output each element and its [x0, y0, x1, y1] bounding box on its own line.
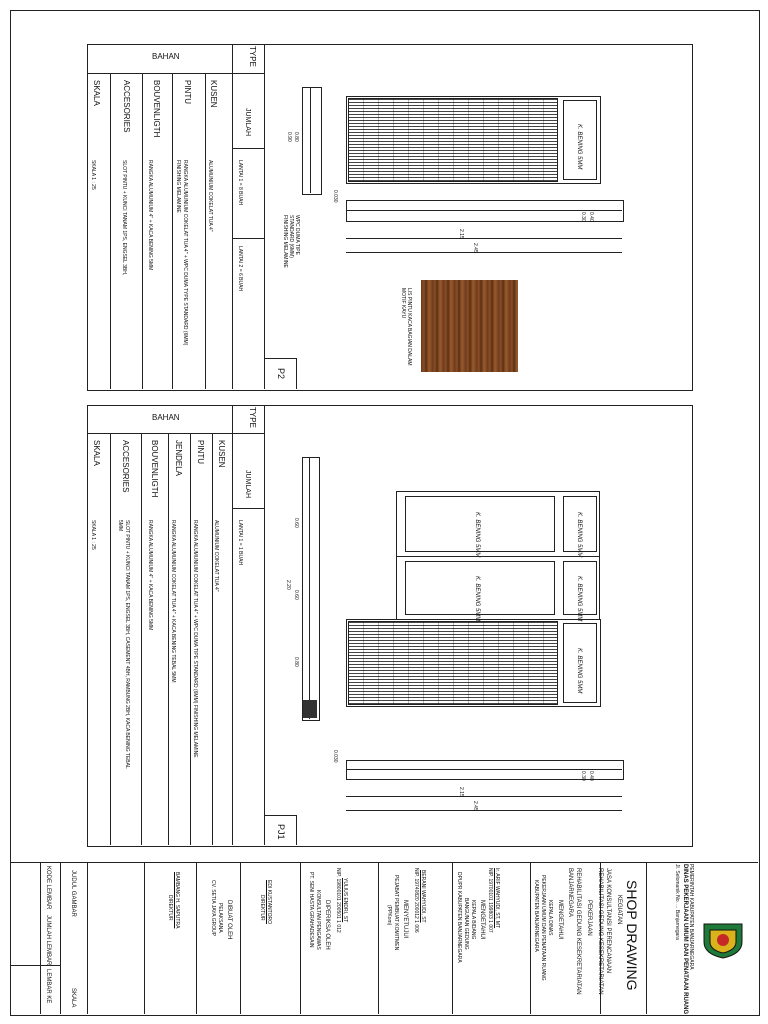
sheet-title: SHOP DRAWING [624, 880, 640, 991]
pj1-dim: 0.60 [293, 590, 299, 600]
p2-row-value: RANGKA ALUMUNIUM COKELAT TUA 4" + WPC DUMA TYPE STANDARD (6MM) FINISHING MELAMINE [175, 160, 188, 346]
dibuat: DIBUAT OLEH [226, 900, 232, 940]
p2-code: P2 [276, 368, 286, 380]
p2-col-line [205, 73, 206, 389]
p2-col-line [110, 73, 111, 389]
p2-dim: 0.40 [588, 212, 594, 222]
p2-dim: 2.45 [472, 243, 478, 253]
pj1-row-label: KUSEN [217, 440, 226, 468]
p2-plan-line [346, 210, 622, 211]
lembar-label: LEMBAR KE [45, 969, 51, 1004]
konsultan-2: PT. SENI HASTA GRAHADESAIN [308, 872, 314, 948]
pj1-section-fill [303, 700, 317, 718]
role-2c: DPUPR KABUPATEN BANJARNEGARA [456, 872, 462, 963]
pj1-lantai1: LANTAI 1 = 1 BUAH [237, 520, 243, 566]
menyetujui: MENYETUJUI [402, 900, 408, 939]
tb-sep [144, 862, 145, 1014]
p2-row-label: PINTU [183, 80, 192, 104]
name-3: YULIUS ENDRI, ST [342, 878, 348, 923]
pj1-row-line [264, 815, 297, 816]
mengetahui-1: MENGETAHUI [557, 900, 563, 940]
pj1-plan-line [346, 769, 622, 770]
p2-door-leaf [348, 98, 558, 182]
pj1-dim: 0.40 [588, 771, 594, 781]
pj1-door-leaf [348, 621, 558, 705]
konsultan-1: KONSULTAN PENGAWAS [315, 890, 321, 950]
p2-lantai2: LANTAI 2 = 6 BUAH [237, 246, 243, 292]
kode-label: KODE LEMBAR [45, 866, 51, 910]
pj1-glass-label: K. BENING 5MM [576, 576, 582, 622]
name-1: Ir. ARIF WAHYUDI, ST, MT [494, 868, 500, 929]
p2-row-label: ACCESORIES [122, 80, 131, 133]
tb-sep [378, 862, 379, 1014]
pj1-row-value: SLOT PINTU + KUNCI TANAM 1PS, ENGSEL 3BH, CASEMENT 4BH, RAMBUNG 2BH, KACA BENING TEBAL 5MM [117, 520, 130, 769]
p2-type-label: TYPE [248, 46, 257, 67]
nip-2: NIP. 19740820 200012 1 006 [413, 868, 419, 933]
p2-row-value: SLOT PINTU + KUNCI TANAM 1PS, ENGSEL 3BH, [121, 160, 127, 276]
pj1-row-value: SKALA 1 : 25 [90, 520, 96, 550]
tb-sep [196, 862, 197, 1014]
judul-label: JUDUL GAMBAR [70, 870, 76, 917]
pj1-col-line [141, 433, 142, 845]
p2-row-value: RANGKA ALUMUNIUM 4" + KACA BENING 5MM [147, 160, 153, 271]
pekerjaan-value: REHABILITASI GEDUNG KESEKRETARIATAN BANJARNEGARA [567, 868, 581, 995]
p2-row-line [264, 358, 297, 359]
pj1-row-label: PINTU [196, 440, 205, 464]
pj1-dim: 2.20 [285, 580, 291, 590]
pj1-window-2 [405, 561, 555, 615]
mengetahui-2: MENGETAHUI [479, 900, 485, 940]
pj1-row-label: BOUVENLIGTH [150, 440, 159, 498]
p2-row-label: SKALA [92, 80, 101, 106]
role-1b: PEKERJAAN UMUM DAN PENATAAN RUANG [540, 875, 546, 981]
p2-jumlah-label: JUMLAH [244, 108, 251, 137]
pj1-row-label: ACCESORIES [121, 440, 130, 493]
pj1-row-label: JENDELA [174, 440, 183, 477]
p2-dimline [346, 252, 622, 253]
p2-wood-swatch [421, 280, 518, 372]
tb-sep [530, 862, 531, 1014]
pj1-dim: 0.80 [293, 657, 299, 667]
pj1-col-line [168, 433, 169, 845]
tb-sep [10, 965, 40, 966]
role-3a: PEJABAT PEMBUAT KOMITMEN [393, 875, 399, 951]
agency-address: Jl. Selomanik No. ... Banjarnegara [674, 864, 680, 940]
pj1-row-line [232, 508, 264, 509]
pj1-row-value: RANGKA ALUMUNIUM COKELAT TUA 4" + KACA BENING TEBAL 5MM [170, 520, 176, 683]
kegiatan-label: KEGIATAN [616, 895, 622, 925]
role-1c: KABUPATEN BANJARNEGARA [533, 880, 539, 952]
tb-sep [452, 862, 453, 1014]
pj1-dimline [346, 810, 622, 811]
p2-bahan-label: BAHAN [152, 52, 180, 61]
pj1-dim: 0.60 [293, 518, 299, 528]
p2-dim: 2.15 [458, 229, 464, 239]
pj1-window-1 [405, 496, 555, 552]
direktur-1: DIREKTUR [259, 895, 265, 921]
pj1-type-label: TYPE [248, 407, 257, 428]
tb-sep [646, 862, 647, 1014]
pj1-glass-label: K. BENING 5MM [576, 648, 582, 694]
p2-glass-label: K. BENING 5MM [576, 124, 582, 170]
tb-sep [87, 862, 88, 1014]
tb-sep [60, 862, 61, 1014]
pj1-col-line [232, 405, 233, 845]
nip-3: NIP. 19800101 200501 1 012 [335, 868, 341, 933]
pj1-glass-label: K. BENING 5MM [576, 512, 582, 558]
diperiksa: DIPERIKSA OLEH [324, 900, 330, 950]
pj1-row-value: RANGKA ALUMUNIUM COKELAT TUA 4" + WPC DUMA TIPE STANDARD (6MM) FINISHING MELAMINE [192, 520, 198, 758]
p2-col-line [142, 73, 143, 389]
p2-row-label: BOUVENLIGTH [152, 80, 161, 138]
pj1-dimline [346, 796, 622, 797]
p2-row-line [296, 358, 297, 389]
pelaksana-1: PELAKSANA [217, 903, 223, 933]
pelaksana-2: CV. SETIA JAYA GROUP [210, 880, 216, 937]
pj1-dim: 0.030 [332, 750, 338, 763]
p2-section-line [310, 87, 311, 193]
p2-row-label: KUSEN [209, 80, 218, 108]
p2-dim: 0.90 [286, 132, 292, 142]
direktur-2: DIREKTUR [167, 895, 173, 921]
tb-sep [40, 862, 41, 1014]
pj1-jumlah-label: JUMLAH [244, 470, 251, 499]
pj1-bahan-label: BAHAN [152, 413, 180, 422]
pj1-glass-label: K. BENING 5MM [474, 512, 480, 558]
p2-dimline [346, 238, 622, 239]
role-2b: BANGUNAN GEDUNG [463, 898, 469, 950]
p2-dim: 0.030 [332, 190, 338, 203]
pj1-glass-label: K. BENING 5MM [474, 576, 480, 622]
jumlah-label: JUMLAH LEMBAR [45, 915, 51, 966]
role-1a: KEPALA DINAS [547, 900, 553, 936]
pj1-dim: 2.15 [458, 787, 464, 797]
pj1-row-line [296, 815, 297, 845]
tb-sep [240, 862, 241, 1014]
name-2: BERANI WAHYUDI, ST [420, 870, 426, 923]
p2-row-value: SKALA 1 : 25 [90, 160, 96, 190]
pj1-col-line [190, 433, 191, 845]
p2-col-line [232, 44, 233, 389]
role-3b: (PPKom) [386, 905, 392, 926]
pj1-dim: 0.30 [580, 771, 586, 781]
p2-row-line [232, 148, 264, 149]
p2-dim: 0.30 [580, 212, 586, 222]
p2-col-line [87, 73, 264, 74]
p2-swatch-caption: LIS PINTU KACA BAGIAN DALAM MOTIF KAYU [400, 288, 412, 366]
p2-section-frame [302, 87, 322, 195]
direktur-1-name: EDI KUSTANTORO [266, 880, 272, 924]
pj1-section-frame [302, 457, 320, 721]
pekerjaan-label: PEKERJAAN [586, 900, 592, 936]
pj1-row-label: SKALA [92, 440, 101, 466]
p2-note: WPC DUMA TIPE STANDARD (6MM) FINISHING MELAMINE [282, 215, 300, 268]
agency-line2: DINAS PEKERJAAN UMUM DAN PENATAAN RUANG [682, 864, 688, 1015]
kegiatan-value: JASA KONSULTANSI PERENCANAAN REHABILITASI GEDUNG KESEKRETARIATAN [597, 868, 611, 995]
regency-logo-icon [700, 920, 746, 960]
p2-col-line [264, 44, 265, 389]
skala-label: SKALA [70, 988, 76, 1008]
p2-row-line [232, 238, 264, 239]
role-2a: KEPALA BIDANG [470, 900, 476, 940]
pj1-col-line [212, 433, 213, 845]
p2-dim: 0.80 [293, 132, 299, 142]
p2-col-line [172, 73, 173, 389]
p2-lantai1: LANTAI 1 = 8 BUAH [237, 160, 243, 206]
pj1-section-line [309, 457, 310, 719]
pj1-row-value: RANGKA ALUMUNIUM 4" + KACA BENING 5MM [147, 520, 153, 631]
tb-sep [300, 862, 301, 1014]
p2-row-value: ALUMUNIUM COKELAT TUA 4" [207, 160, 213, 232]
pj1-col-line [264, 405, 265, 845]
nip-1: NIP. 19700101 199803 1 007 [487, 868, 493, 933]
pj1-col-line [110, 433, 111, 845]
pj1-col-line [87, 433, 264, 434]
agency-line1: PEMERINTAH KABUPATEN BANJARNEGARA [688, 864, 694, 970]
direktur-2-name: BAMBANG H. SAPUTRA [174, 872, 180, 929]
pj1-dim: 2.45 [472, 801, 478, 811]
pj1-row-value: ALUMUNIUM COKELAT TUA 4" [213, 520, 219, 592]
pj1-code: PJ1 [276, 824, 286, 840]
